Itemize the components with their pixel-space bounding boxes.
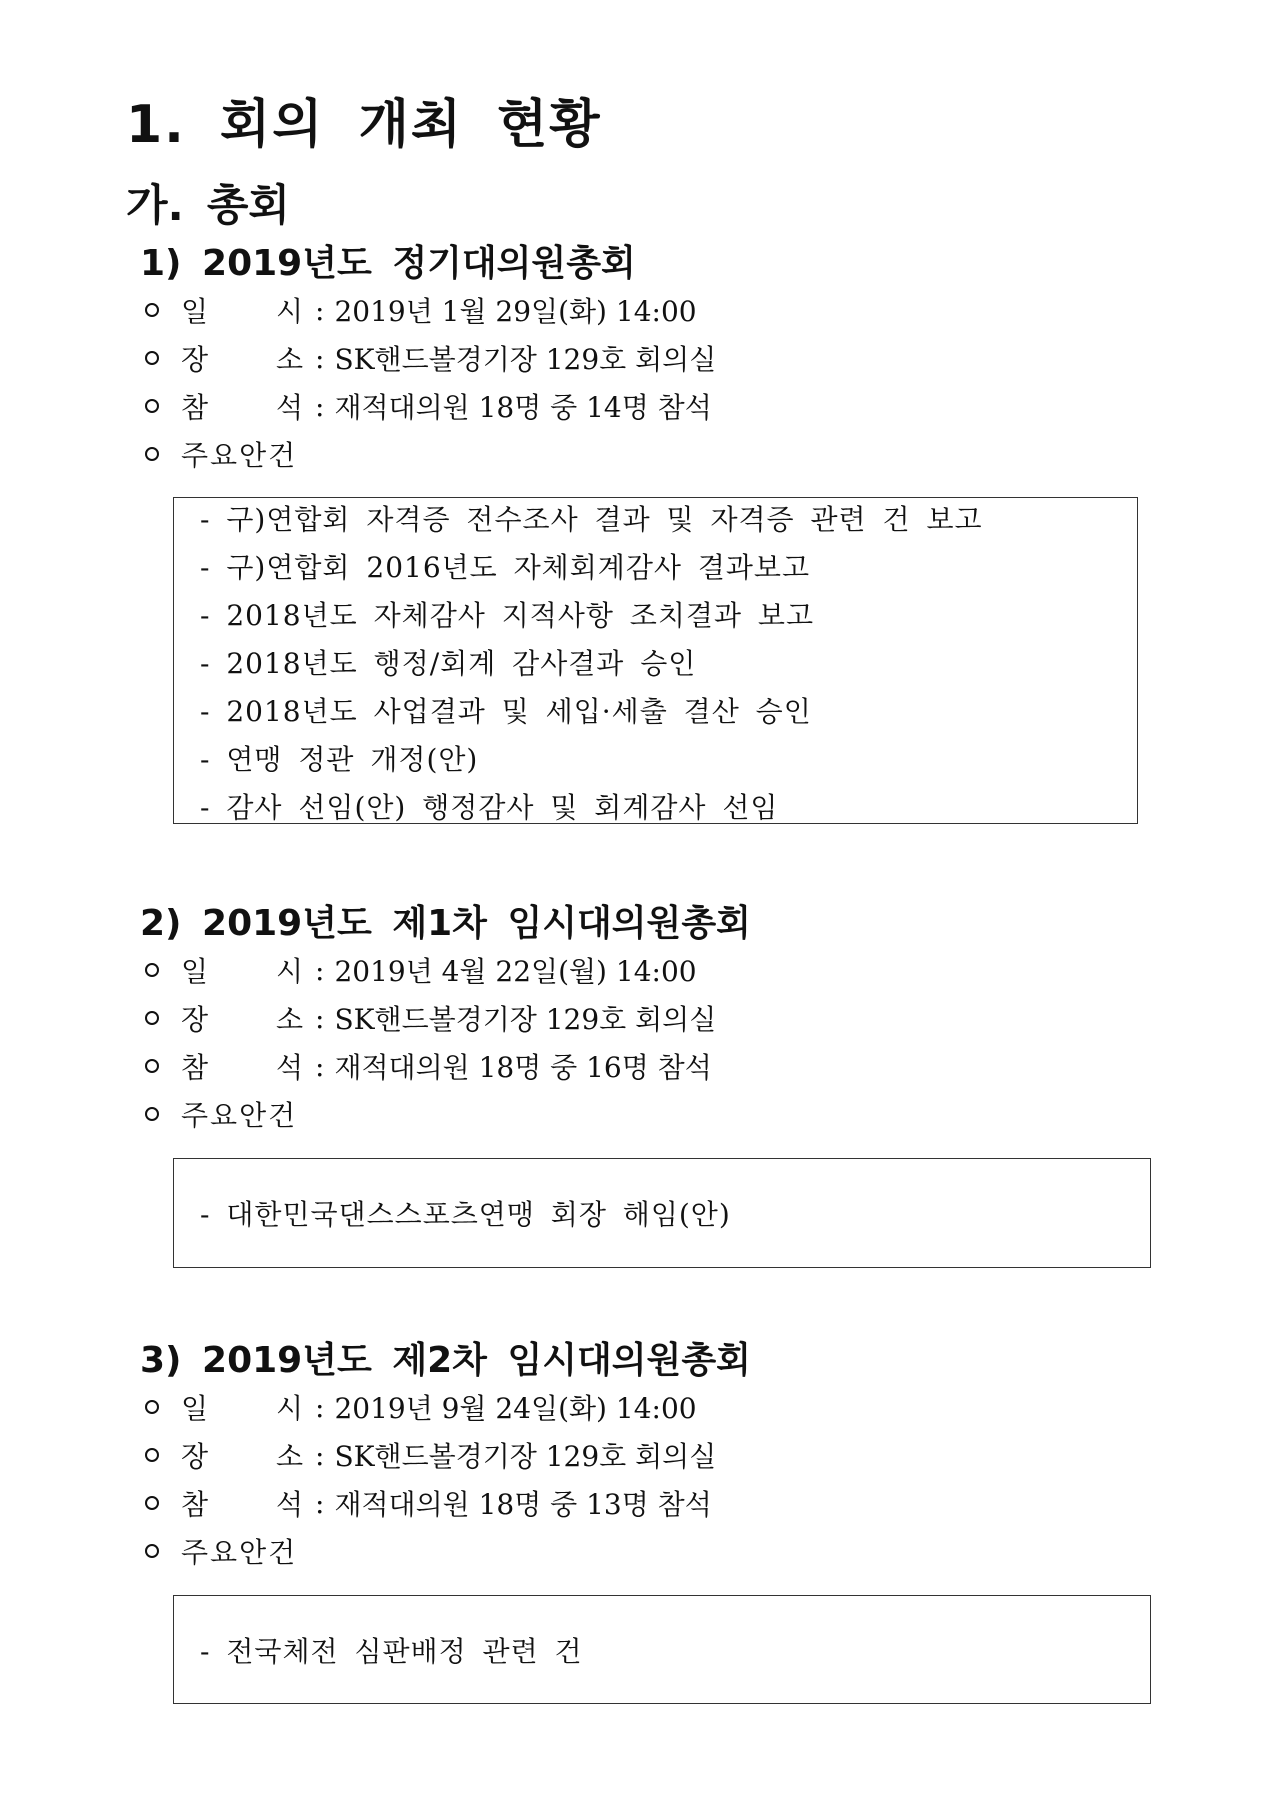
circle-bullet-icon (145, 963, 159, 977)
circle-bullet-icon (145, 1448, 159, 1462)
agenda-row (145, 1094, 297, 1134)
date-row (145, 950, 697, 990)
attendance-value: 재적대의원 18명 중 13명 참석 (334, 1488, 712, 1521)
agenda-box (173, 1595, 1151, 1704)
circle-bullet-icon (145, 1059, 159, 1073)
colon: : (315, 389, 325, 423)
place-label: 장 소 (181, 343, 303, 376)
circle-bullet-icon (145, 303, 159, 317)
section-heading: 가. 총회 (126, 181, 290, 231)
agenda-row (145, 434, 297, 474)
date-label: 일 시 (181, 295, 303, 328)
place-row (145, 338, 716, 378)
place-value: SK핸드볼경기장 129호 회의실 (334, 1003, 717, 1036)
attendance-label: 참 석 (181, 391, 303, 424)
agenda-box (173, 497, 1138, 824)
agenda-label: 주요안건 (181, 1536, 298, 1569)
agenda-item: - 연맹 정관 개정(안) (200, 743, 479, 776)
agenda-item: - 2018년도 자체감사 지적사항 조치결과 보고 (200, 599, 814, 632)
circle-bullet-icon (145, 1107, 159, 1121)
place-label: 장 소 (181, 1440, 303, 1473)
meeting-title: 3) 2019년도 제2차 임시대의원총회 (140, 1340, 751, 1381)
colon: : (315, 1486, 325, 1520)
agenda-box (173, 1158, 1151, 1268)
meeting-title: 1) 2019년도 정기대의원총회 (140, 243, 636, 284)
agenda-item: - 구)연합회 2016년도 자체회계감사 결과보고 (200, 551, 811, 584)
date-value: 2019년 9월 24일(화) 14:00 (334, 1392, 697, 1425)
circle-bullet-icon (145, 1544, 159, 1558)
agenda-item: - 대한민국댄스스포츠연맹 회장 해임(안) (200, 1198, 731, 1231)
agenda-label: 주요안건 (181, 1099, 298, 1132)
place-label: 장 소 (181, 1003, 303, 1036)
circle-bullet-icon (145, 351, 159, 365)
agenda-item: - 구)연합회 자격증 전수조사 결과 및 자격증 관련 건 보고 (200, 503, 983, 536)
agenda-item: - 감사 선임(안) 행정감사 및 회계감사 선임 (200, 791, 779, 824)
circle-bullet-icon (145, 1496, 159, 1510)
attendance-value: 재적대의원 18명 중 16명 참석 (334, 1051, 712, 1084)
agenda-item: - 2018년도 행정/회계 감사결과 승인 (200, 647, 697, 680)
circle-bullet-icon (145, 1011, 159, 1025)
colon: : (315, 293, 325, 327)
attendance-row (145, 386, 712, 426)
circle-bullet-icon (145, 447, 159, 461)
colon: : (315, 1390, 325, 1424)
place-row (145, 998, 716, 1038)
attendance-row (145, 1483, 712, 1523)
colon: : (315, 1438, 325, 1472)
page-heading: 1. 회의 개최 현황 (126, 95, 602, 155)
colon: : (315, 1049, 325, 1083)
date-row (145, 290, 697, 330)
agenda-row (145, 1531, 297, 1571)
colon: : (315, 341, 325, 375)
attendance-label: 참 석 (181, 1488, 303, 1521)
attendance-label: 참 석 (181, 1051, 303, 1084)
date-value: 2019년 1월 29일(화) 14:00 (334, 295, 697, 328)
date-label: 일 시 (181, 1392, 303, 1425)
date-value: 2019년 4월 22일(월) 14:00 (334, 955, 697, 988)
date-row (145, 1387, 697, 1427)
colon: : (315, 953, 325, 987)
agenda-item: - 2018년도 사업결과 및 세입·세출 결산 승인 (200, 695, 812, 728)
meeting-title: 2) 2019년도 제1차 임시대의원총회 (140, 903, 751, 944)
date-label: 일 시 (181, 955, 303, 988)
attendance-row (145, 1046, 712, 1086)
place-value: SK핸드볼경기장 129호 회의실 (334, 1440, 717, 1473)
agenda-label: 주요안건 (181, 439, 298, 472)
circle-bullet-icon (145, 399, 159, 413)
circle-bullet-icon (145, 1400, 159, 1414)
place-value: SK핸드볼경기장 129호 회의실 (334, 343, 717, 376)
place-row (145, 1435, 716, 1475)
attendance-value: 재적대의원 18명 중 14명 참석 (334, 391, 712, 424)
agenda-item: - 전국체전 심판배정 관련 건 (200, 1635, 583, 1668)
colon: : (315, 1001, 325, 1035)
